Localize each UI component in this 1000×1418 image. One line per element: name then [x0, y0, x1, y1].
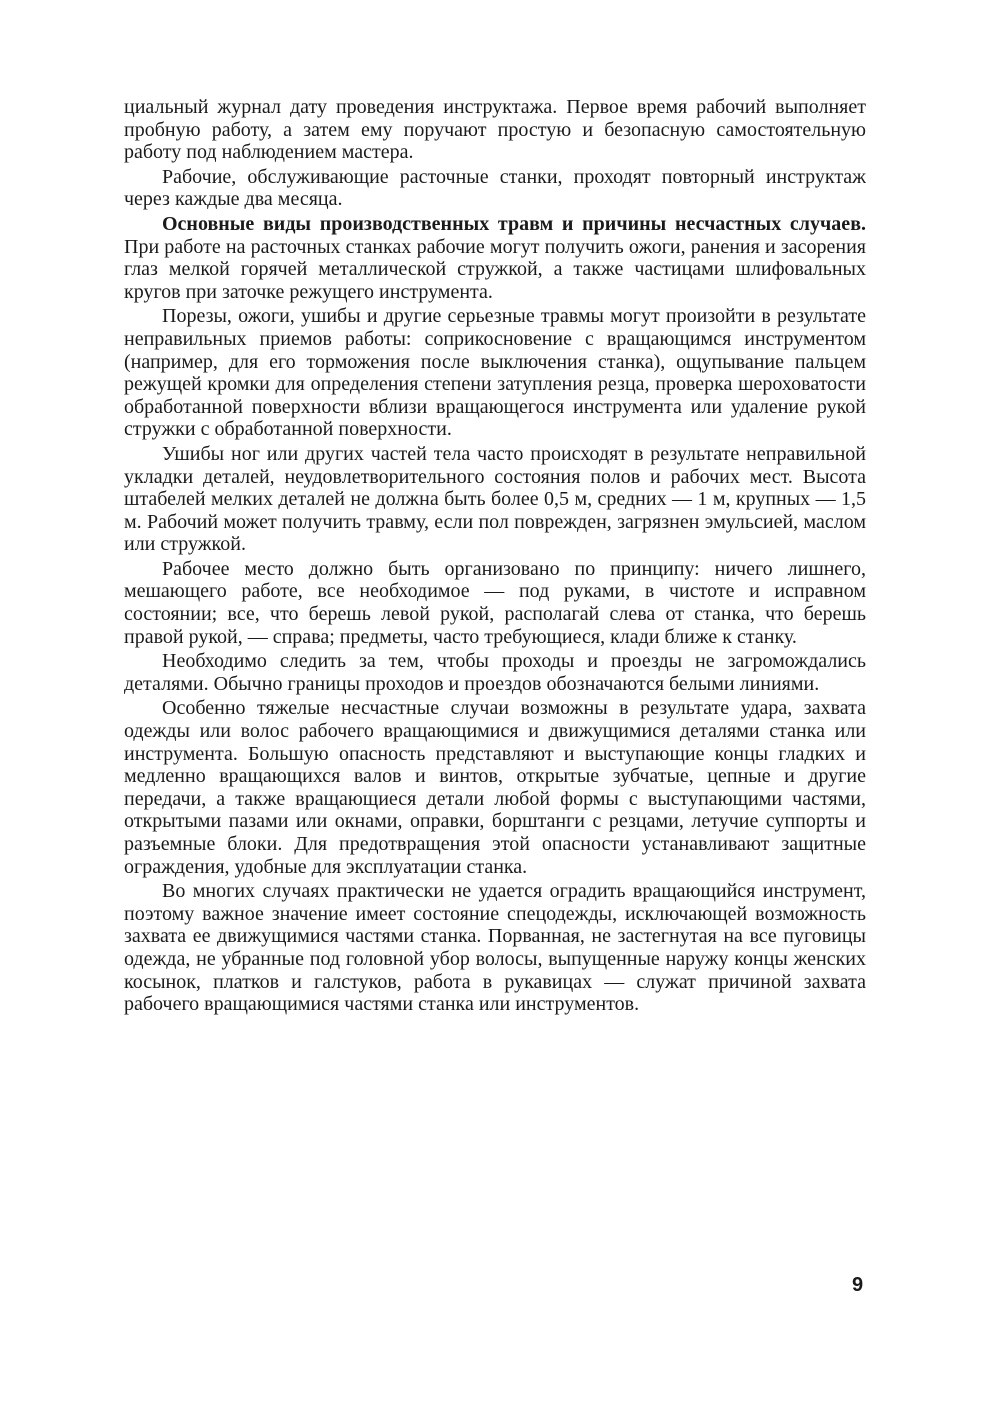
paragraph-6	[124, 558, 866, 648]
paragraph-9	[124, 880, 866, 1016]
paragraph-1-text: циальный журнал дату проведения инструктажа. Первое время рабочий выполняет пробную работу, а затем ему поручают простую и безопасную самостоятельную работу под наблюдением мастера.	[124, 96, 866, 164]
paragraph-5-text: Ушибы ног или других частей тела часто происходят в результате неправильной укладки деталей, неудовлетворительного состояния полов и рабочих мест. Высота штабелей мелких деталей не должна быть более 0,5 м, средних — 1 м, крупных — 1,5 м. Рабочий может получить травму, если пол поврежден, загрязнен эмульсией, маслом или стружкой.	[124, 442, 866, 556]
paragraph-4-text: Порезы, ожоги, ушибы и другие серьезные травмы могут произойти в результате неправильных приемов работы: соприкосновение с вращающимся инструментом (например, для его торможения после выключения станка), ощупывание пальцем режущей кромки для определения степени затупления резца, проверка шероховатости обработанной поверхности вблизи вращающегося инструмента или удаление рукой стружки с обработанной поверхности.	[124, 305, 866, 441]
paragraph-1	[124, 96, 866, 164]
page-number: 9	[852, 1274, 864, 1296]
paragraph-9-text: Во многих случаях практически не удается оградить вращающийся инструмент, поэтому важное значение имеет состояние спецодежды, исключающей возможность захвата ее движущимися частями станка. Порванная, не застегнутая на все пуговицы одежда, не убранные под головной убор волосы, выпущенные наружу концы женских косынок, платков и галстуков, работа в рукавицах — служат причиной захвата рабочего вращающимися частями станка или инструментов.	[124, 880, 866, 1016]
paragraph-2-text: Рабочие, обслуживающие расточные станки, проходят повторный инструктаж через каждые два месяца.	[124, 165, 866, 211]
paragraph-5	[124, 443, 866, 556]
paragraph-2	[124, 166, 866, 211]
section-heading: Основные виды производственных травм и причины несчастных случаев.	[162, 212, 866, 235]
paragraph-7-text: Необходимо следить за тем, чтобы проходы и проезды не загромождались деталями. Обычно границы проходов и проездов обозначаются белыми линиями.	[124, 650, 866, 695]
paragraph-4	[124, 305, 866, 441]
paragraph-6-text: Рабочее место должно быть организовано по принципу: ничего лишнего, мешающего работе, все необходимое — под руками, в чистоте и исправном состоянии; все, что берешь левой рукой, располагай слева от станка, что берешь правой рукой, — справа; предметы, часто требующиеся, клади ближе к станку.	[124, 557, 866, 648]
body-text	[124, 96, 866, 1016]
paragraph-3	[124, 213, 866, 303]
paragraph-8-text: Особенно тяжелые несчастные случаи возможны в результате удара, захвата одежды или волос рабочего вращающимися и движущимися деталями станка или инструмента. Большую опасность представляют и выступающие концы гладких и медленно вращающихся валов и винтов, открытые зубчатые, цепные и другие передачи, а также вращающиеся детали любой формы с выступающими частями, открытыми пазами или окнами, оправки, борштанги с резцами, летучие суппорты и разъемные блоки. Для предотвращения этой опасности устанавливают защитные ограждения, удобные для эксплуатации станка.	[124, 697, 866, 878]
paragraph-8	[124, 697, 866, 878]
paragraph-3-text: При работе на расточных станках рабочие могут получить ожоги, ранения и засорения глаз мелкой горячей металлической стружкой, а также частицами шлифовальных кругов при заточке режущего инструмента.	[124, 235, 866, 303]
paragraph-7	[124, 650, 866, 695]
